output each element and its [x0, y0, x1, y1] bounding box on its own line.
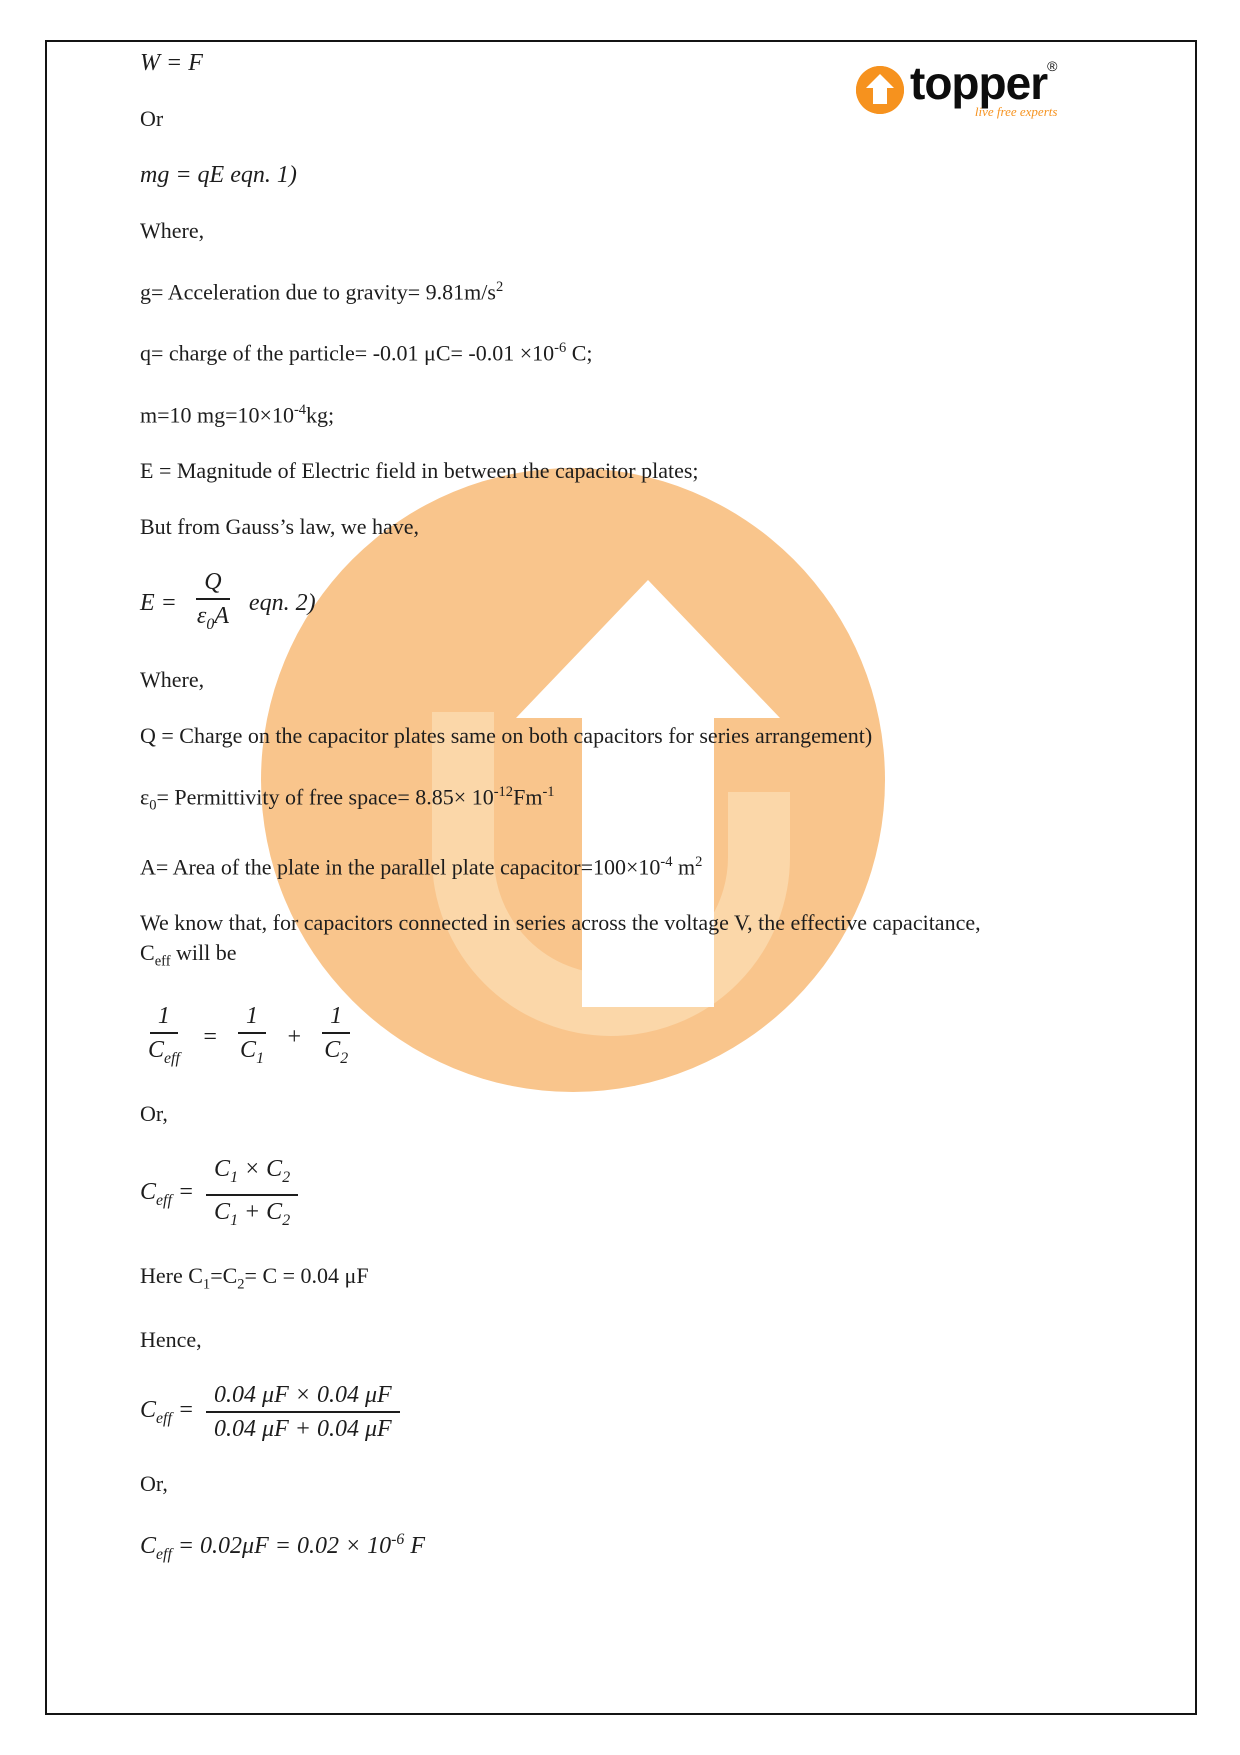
- fraction-denominator: $C_{eff}$: [148, 1037, 180, 1068]
- logo-brand-text: topper: [910, 57, 1048, 109]
- equation-ceff-substituted: [140, 1381, 1000, 1443]
- logo-u-arrow-icon: [856, 66, 904, 114]
- text-gauss-law: But from Gauss’s law, we have,: [140, 513, 420, 539]
- fraction-denominator: $C_1 + C_2$: [214, 1198, 291, 1229]
- text-hence: Hence,: [140, 1327, 202, 1352]
- text-or-2: Or,: [140, 1101, 168, 1127]
- equals-operator: =: [201, 1024, 219, 1051]
- text-or-1: Or: [140, 106, 164, 131]
- text-capacitor-values: Here $C_1=C_2= C = 0.04$ μF: [140, 1262, 369, 1292]
- document-content: [140, 48, 1000, 1596]
- logo-tagline: live free experts: [974, 104, 1058, 119]
- logo-registered-mark: ®: [1047, 58, 1058, 74]
- text-or-3: Or,: [140, 1471, 168, 1496]
- equation-w-equals-f: W = F: [140, 50, 203, 76]
- equation-lhs: E =: [140, 589, 177, 616]
- text-charge-value: q= charge of the particle= -0.01 $\mu C= -0.01 \times 10^{-6}$ C;: [140, 340, 593, 366]
- equation-label: eqn. 2): [248, 589, 316, 616]
- fraction-denominator: $C_2$: [324, 1037, 349, 1068]
- text-electric-field-def: E = Magnitude of Electric field in between the capacitor plates;: [140, 457, 699, 483]
- fraction-numerator: $C_1 \times C_2$: [206, 1155, 298, 1196]
- fraction: [316, 1002, 356, 1073]
- fraction-numerator: 1: [150, 1002, 178, 1034]
- fraction: [140, 1002, 188, 1073]
- text-area-value: A= Area of the plate in the parallel plate $capacitor=100\times 10^{-4}$ $m^2$: [140, 853, 703, 879]
- fraction-denominator: $C_1$: [240, 1037, 264, 1068]
- equation-lhs: $C_{eff}$ =: [140, 1396, 195, 1427]
- equation-lhs: $C_{eff}$ =: [140, 1179, 195, 1210]
- fraction: [206, 1381, 400, 1443]
- equation-gauss-field: [140, 568, 1000, 639]
- fraction-denominator: 0.04 μF + 0.04 μF: [214, 1416, 392, 1442]
- text-gravity-value: g= Acceleration due to gravity= $9.81m/s^2$: [140, 279, 504, 305]
- plus-operator: +: [285, 1024, 303, 1051]
- text-where-2: Where,: [140, 666, 205, 692]
- fraction-numerator: 0.04 μF × 0.04 μF: [206, 1381, 400, 1413]
- fraction-numerator: Q: [196, 568, 229, 600]
- utopper-logo: [856, 57, 1058, 120]
- equation-ceff-formula: [140, 1155, 1000, 1235]
- fraction: [189, 568, 237, 639]
- text-where-1: Where,: [140, 218, 205, 243]
- text-mass-value: m=10 $mg=10\times 10^{-4}kg$;: [140, 401, 335, 427]
- fraction: [232, 1002, 272, 1073]
- equation-mg-qe: mg = qE eqn. 1): [140, 162, 297, 188]
- text-permittivity-value: $\varepsilon_0=$ Permittivity of free space= $8.85\times 10^{-12}Fm^{-1}$: [140, 783, 555, 814]
- equation-ceff-result: $C_{eff} = 0.02\mu F = 0.02 \times 10^{-6}$ F: [140, 1531, 425, 1563]
- text-series-capacitance-intro: We know that, for capacitors connected in series across the voltage V, the effective capacitance, $C_{eff}$ will be: [140, 909, 981, 970]
- fraction-numerator: 1: [322, 1002, 350, 1034]
- equation-series-reciprocal: [140, 1002, 1000, 1073]
- fraction-denominator: $\varepsilon_0A$: [196, 602, 229, 633]
- fraction: [206, 1155, 298, 1235]
- text-charge-def: Q = Charge on the capacitor plates same on both capacitors for series arrangement): [140, 722, 873, 748]
- fraction-numerator: 1: [238, 1002, 266, 1034]
